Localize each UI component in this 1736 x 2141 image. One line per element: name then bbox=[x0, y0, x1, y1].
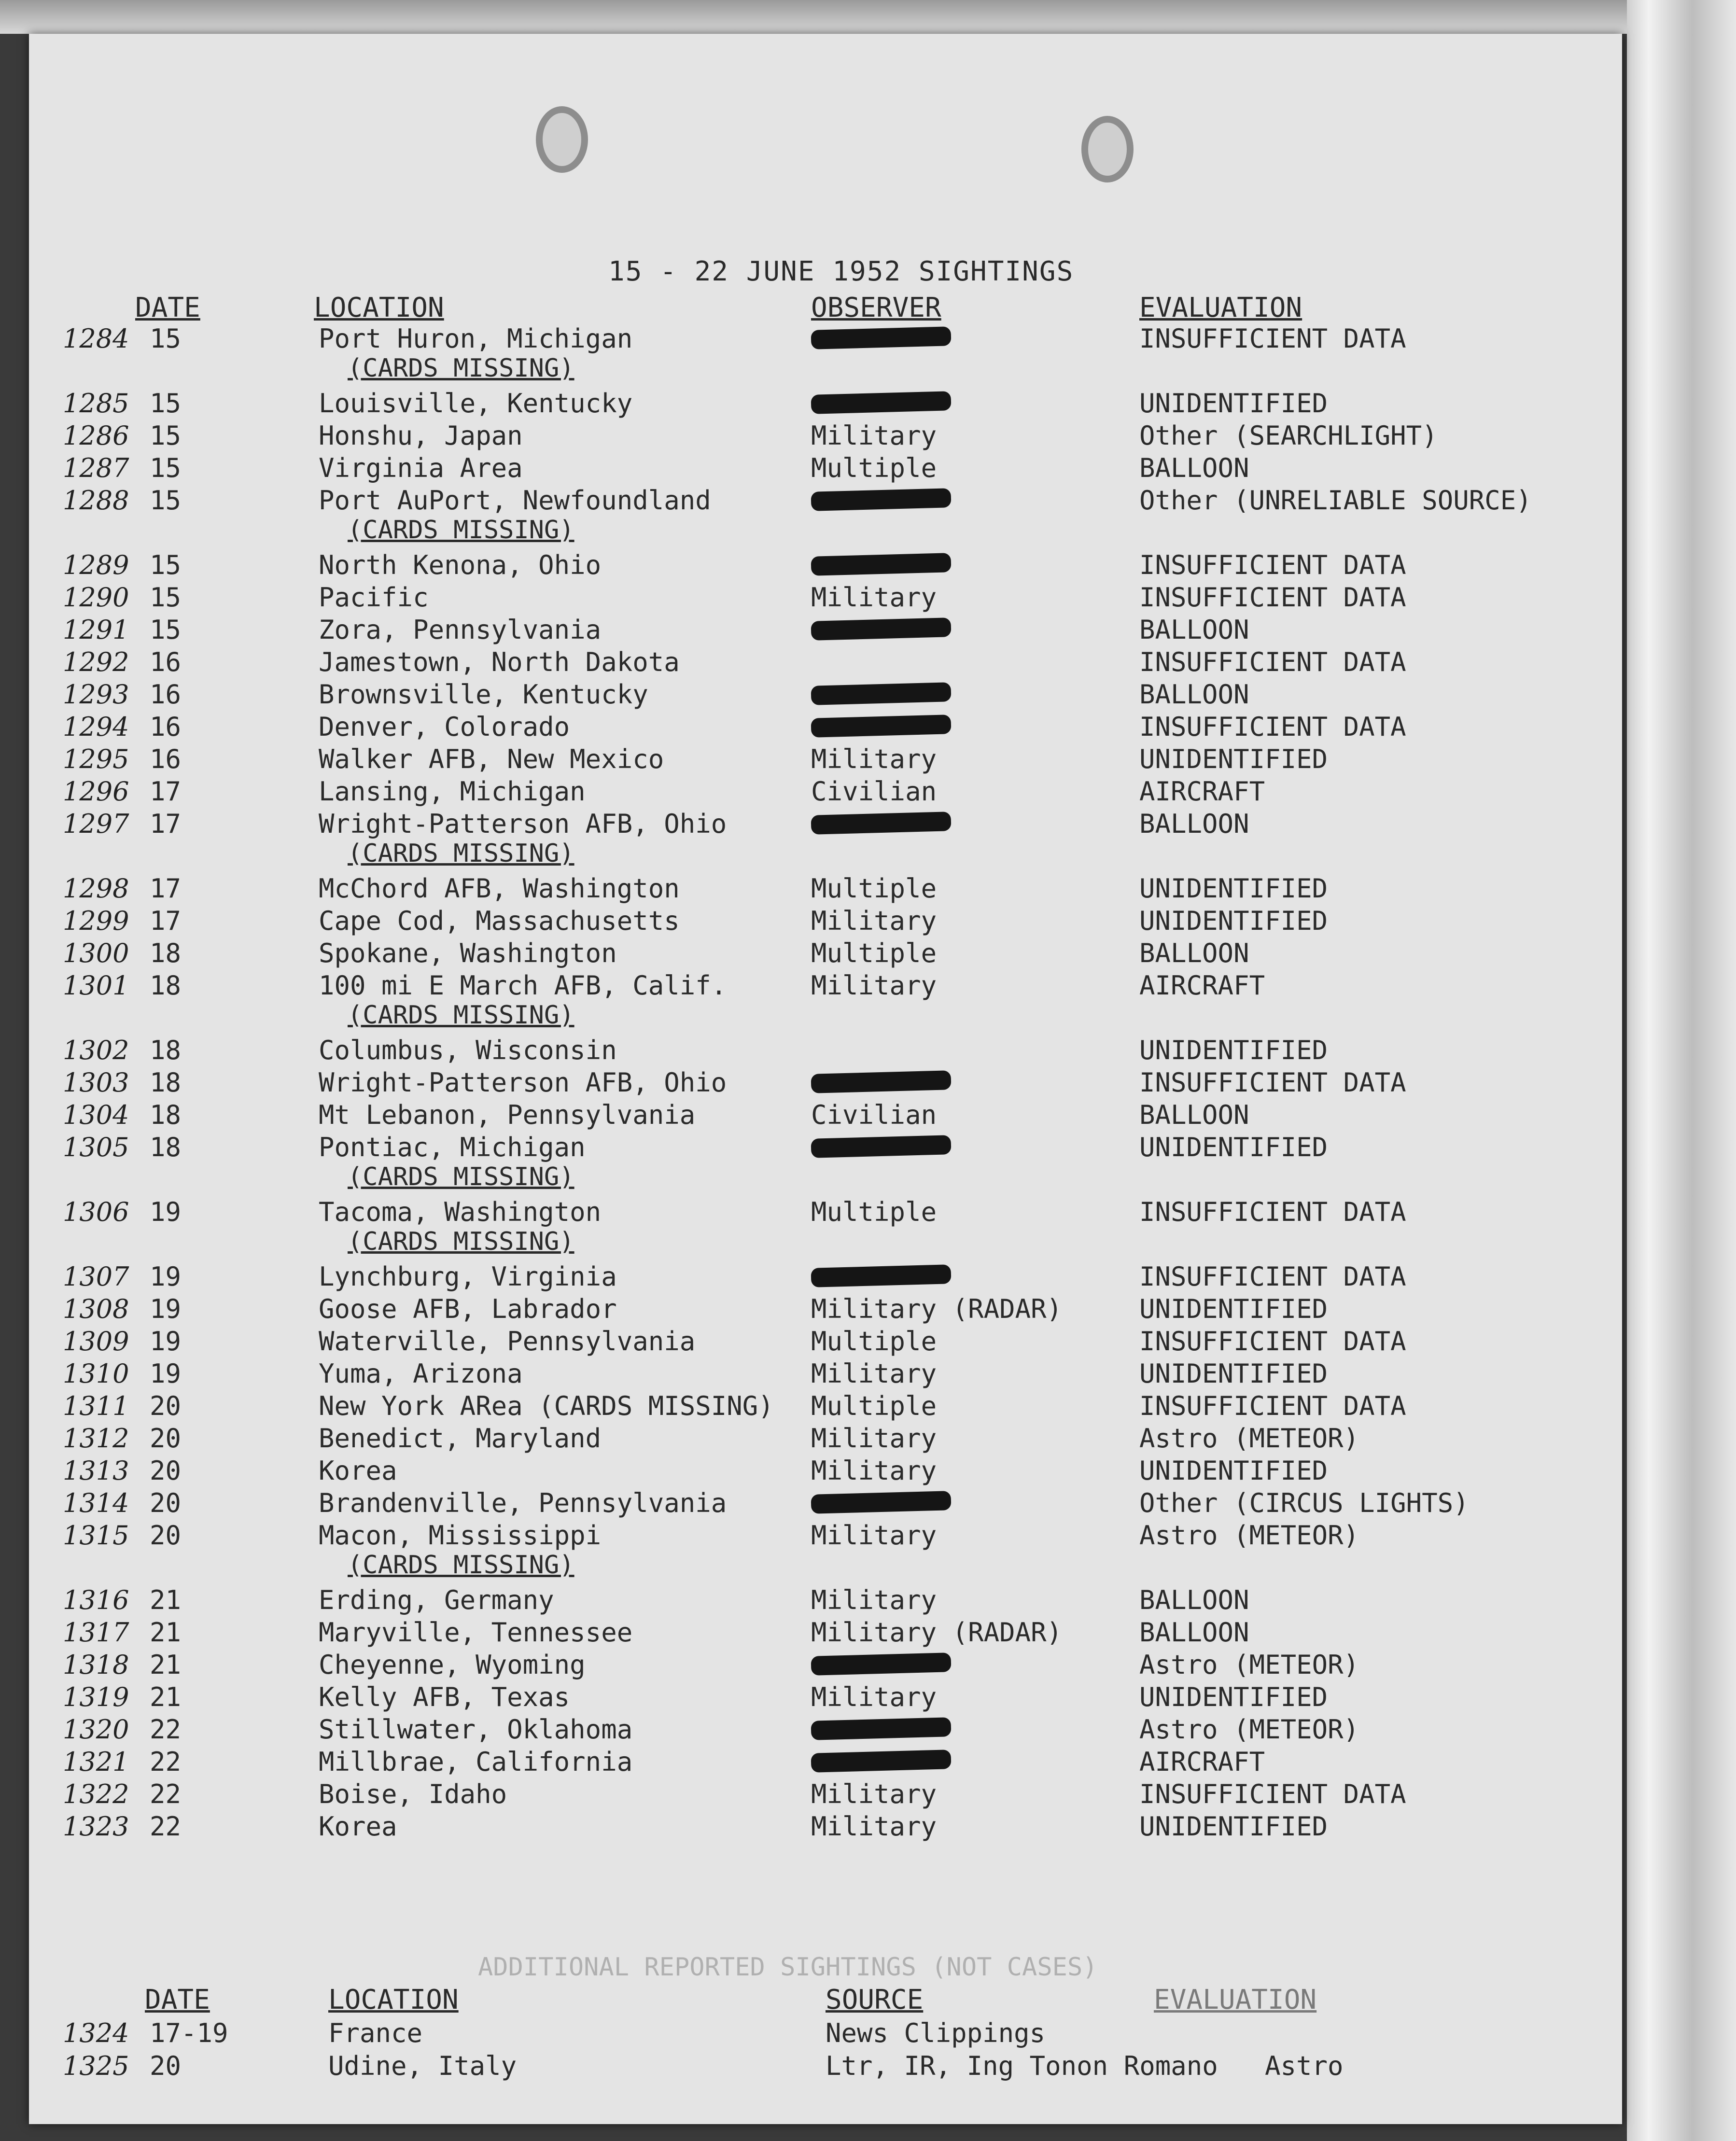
row-date: 19 bbox=[150, 1326, 182, 1357]
row-date: 17 bbox=[150, 873, 182, 904]
row-observer: Military bbox=[811, 1358, 937, 1389]
case-number: 1304 bbox=[63, 1100, 129, 1130]
row-evaluation: Other (SEARCHLIGHT) bbox=[1139, 420, 1438, 451]
case-number: 1322 bbox=[63, 1779, 129, 1809]
table-row bbox=[29, 453, 1622, 485]
row-location: Erding, Germany bbox=[319, 1585, 554, 1615]
table-row bbox=[29, 615, 1622, 646]
table-row bbox=[29, 1585, 1622, 1617]
additional-header-source: SOURCE bbox=[826, 1984, 924, 2015]
row-evaluation: UNIDENTIFIED bbox=[1139, 1358, 1328, 1389]
row-date: 16 bbox=[150, 679, 182, 710]
row-observer: Military (RADAR) bbox=[811, 1617, 1063, 1648]
row-date: 15 bbox=[150, 453, 182, 483]
cards-missing-note: (CARDS MISSING) bbox=[348, 354, 574, 383]
row-evaluation: UNIDENTIFIED bbox=[1139, 1294, 1328, 1324]
table-row bbox=[29, 1132, 1622, 1164]
row-date: 15 bbox=[150, 550, 182, 580]
row-location: Wright-Patterson AFB, Ohio bbox=[319, 809, 727, 839]
case-number: 1314 bbox=[63, 1488, 129, 1518]
case-number: 1320 bbox=[63, 1714, 129, 1745]
row-evaluation: Astro (METEOR) bbox=[1139, 1650, 1359, 1680]
case-number: 1291 bbox=[63, 615, 129, 645]
case-number: 1308 bbox=[63, 1294, 129, 1324]
redaction-mark bbox=[811, 809, 951, 839]
case-number: 1319 bbox=[63, 1682, 129, 1712]
row-date: 15 bbox=[150, 420, 182, 451]
case-number: 1324 bbox=[63, 2018, 129, 2048]
table-row bbox=[29, 1391, 1622, 1423]
row-location: Millbrae, California bbox=[319, 1747, 633, 1777]
table-row bbox=[29, 906, 1622, 938]
row-observer: Military bbox=[811, 1682, 937, 1712]
case-number: 1309 bbox=[63, 1326, 129, 1357]
case-number: 1284 bbox=[63, 323, 129, 354]
row-evaluation: BALLOON bbox=[1139, 679, 1249, 710]
row-location: Columbus, Wisconsin bbox=[319, 1035, 617, 1065]
row-date: 18 bbox=[150, 1067, 182, 1098]
redaction-mark bbox=[811, 712, 951, 742]
row-date: 16 bbox=[150, 647, 182, 677]
row-location: Kelly AFB, Texas bbox=[319, 1682, 570, 1712]
case-number: 1325 bbox=[63, 2051, 129, 2081]
table-row bbox=[29, 1197, 1622, 1229]
case-number: 1316 bbox=[63, 1585, 129, 1615]
row-observer: Multiple bbox=[811, 1391, 937, 1421]
row-observer: Multiple bbox=[811, 1197, 937, 1227]
row-date: 20 bbox=[150, 1488, 182, 1518]
scan-right-edge bbox=[1627, 0, 1736, 2141]
table-row bbox=[29, 1261, 1622, 1293]
row-evaluation: INSUFFICIENT DATA bbox=[1139, 1326, 1406, 1357]
additional-row bbox=[29, 2018, 1622, 2050]
table-row bbox=[29, 1100, 1622, 1132]
row-evaluation: INSUFFICIENT DATA bbox=[1139, 647, 1406, 677]
row-location: Udine, Italy bbox=[328, 2051, 517, 2081]
row-evaluation: Astro (METEOR) bbox=[1139, 1714, 1359, 1745]
redaction-mark bbox=[811, 550, 951, 580]
case-number: 1310 bbox=[63, 1358, 129, 1389]
row-observer: Military bbox=[811, 582, 937, 613]
table-row bbox=[29, 550, 1622, 582]
row-evaluation: UNIDENTIFIED bbox=[1139, 1455, 1328, 1486]
row-location: Macon, Mississippi bbox=[319, 1520, 602, 1551]
row-date: 16 bbox=[150, 712, 182, 742]
case-number: 1317 bbox=[63, 1617, 129, 1648]
row-evaluation: Astro (METEOR) bbox=[1139, 1423, 1359, 1454]
case-number: 1303 bbox=[63, 1067, 129, 1098]
case-number: 1297 bbox=[63, 809, 129, 839]
row-observer: Military (RADAR) bbox=[811, 1294, 1063, 1324]
table-row bbox=[29, 1294, 1622, 1326]
row-date: 21 bbox=[150, 1650, 182, 1680]
row-evaluation: UNIDENTIFIED bbox=[1139, 873, 1328, 904]
cards-missing-note: (CARDS MISSING) bbox=[348, 1001, 574, 1030]
case-number: 1313 bbox=[63, 1455, 129, 1486]
case-number: 1286 bbox=[63, 420, 129, 451]
row-date: 19 bbox=[150, 1261, 182, 1292]
row-location: Honshu, Japan bbox=[319, 420, 523, 451]
row-date: 15 bbox=[150, 388, 182, 419]
case-number: 1292 bbox=[63, 647, 129, 677]
row-location: Brownsville, Kentucky bbox=[319, 679, 648, 710]
row-evaluation: INSUFFICIENT DATA bbox=[1139, 712, 1406, 742]
row-location: McChord AFB, Washington bbox=[319, 873, 680, 904]
row-date: 22 bbox=[150, 1747, 182, 1777]
row-location: Cheyenne, Wyoming bbox=[319, 1650, 586, 1680]
header-location: LOCATION bbox=[314, 292, 444, 323]
row-observer: Military bbox=[811, 1520, 937, 1551]
row-date: 22 bbox=[150, 1779, 182, 1809]
row-date: 17 bbox=[150, 809, 182, 839]
redaction-mark bbox=[811, 323, 951, 354]
table-row bbox=[29, 1747, 1622, 1778]
row-evaluation: UNIDENTIFIED bbox=[1139, 1132, 1328, 1162]
redaction-mark bbox=[811, 615, 951, 645]
row-date: 17 bbox=[150, 906, 182, 936]
row-location: Waterville, Pennsylvania bbox=[319, 1326, 696, 1357]
case-number: 1295 bbox=[63, 744, 129, 774]
row-date: 19 bbox=[150, 1294, 182, 1324]
redaction-mark bbox=[811, 388, 951, 419]
table-row bbox=[29, 776, 1622, 808]
punch-hole bbox=[1081, 116, 1134, 182]
case-number: 1288 bbox=[63, 485, 129, 516]
table-row bbox=[29, 679, 1622, 711]
row-observer: Multiple bbox=[811, 873, 937, 904]
row-date: 15 bbox=[150, 582, 182, 613]
row-location: 100 mi E March AFB, Calif. bbox=[319, 970, 727, 1001]
row-location: Korea bbox=[319, 1455, 397, 1486]
table-row bbox=[29, 1650, 1622, 1681]
case-number: 1306 bbox=[63, 1197, 129, 1227]
redaction-mark bbox=[811, 1067, 951, 1098]
header-date: DATE bbox=[135, 292, 200, 323]
table-row bbox=[29, 938, 1622, 970]
case-number: 1294 bbox=[63, 712, 129, 742]
table-row bbox=[29, 1423, 1622, 1455]
row-location: Zora, Pennsylvania bbox=[319, 615, 602, 645]
page-title: 15 - 22 JUNE 1952 SIGHTINGS bbox=[608, 256, 1074, 287]
row-date: 20 bbox=[150, 2051, 182, 2081]
row-date: 21 bbox=[150, 1585, 182, 1615]
row-source: News Clippings bbox=[826, 2018, 1046, 2048]
row-date: 17-19 bbox=[150, 2018, 228, 2048]
row-evaluation: Astro bbox=[1265, 2051, 1344, 2081]
row-date: 20 bbox=[150, 1391, 182, 1421]
row-location: Port Huron, Michigan bbox=[319, 323, 633, 354]
row-location: Stillwater, Oklahoma bbox=[319, 1714, 633, 1745]
table-row bbox=[29, 712, 1622, 743]
row-date: 18 bbox=[150, 970, 182, 1001]
row-evaluation: INSUFFICIENT DATA bbox=[1139, 550, 1406, 580]
table-row bbox=[29, 1617, 1622, 1649]
case-number: 1298 bbox=[63, 873, 129, 904]
row-location: Mt Lebanon, Pennsylvania bbox=[319, 1100, 696, 1130]
case-number: 1315 bbox=[63, 1520, 129, 1551]
case-number: 1311 bbox=[63, 1391, 129, 1421]
row-evaluation: BALLOON bbox=[1139, 615, 1249, 645]
row-location: Maryville, Tennessee bbox=[319, 1617, 633, 1648]
row-location: New York ARea (CARDS MISSING) bbox=[319, 1391, 774, 1421]
table-row bbox=[29, 1714, 1622, 1746]
additional-row bbox=[29, 2051, 1622, 2083]
row-location: Walker AFB, New Mexico bbox=[319, 744, 664, 774]
table-row bbox=[29, 1682, 1622, 1714]
additional-header-location: LOCATION bbox=[328, 1984, 459, 2015]
row-location: Yuma, Arizona bbox=[319, 1358, 523, 1389]
row-evaluation: UNIDENTIFIED bbox=[1139, 906, 1328, 936]
row-location: Cape Cod, Massachusetts bbox=[319, 906, 680, 936]
row-date: 18 bbox=[150, 1132, 182, 1162]
row-observer: Military bbox=[811, 1779, 937, 1809]
row-evaluation: INSUFFICIENT DATA bbox=[1139, 1197, 1406, 1227]
table-row bbox=[29, 744, 1622, 776]
table-row bbox=[29, 1035, 1622, 1067]
row-location: Spokane, Washington bbox=[319, 938, 617, 968]
case-number: 1300 bbox=[63, 938, 129, 968]
row-observer: Civilian bbox=[811, 1100, 937, 1130]
row-evaluation: Other (CIRCUS LIGHTS) bbox=[1139, 1488, 1469, 1518]
cards-missing-note: (CARDS MISSING) bbox=[348, 1551, 574, 1580]
row-evaluation: UNIDENTIFIED bbox=[1139, 388, 1328, 419]
case-number: 1289 bbox=[63, 550, 129, 580]
row-date: 20 bbox=[150, 1520, 182, 1551]
row-evaluation: UNIDENTIFIED bbox=[1139, 1811, 1328, 1842]
table-row bbox=[29, 1811, 1622, 1843]
row-date: 21 bbox=[150, 1617, 182, 1648]
row-location: Louisville, Kentucky bbox=[319, 388, 633, 419]
row-date: 16 bbox=[150, 744, 182, 774]
table-row bbox=[29, 323, 1622, 355]
cards-missing-note: (CARDS MISSING) bbox=[348, 1162, 574, 1191]
row-evaluation: BALLOON bbox=[1139, 1585, 1249, 1615]
row-date: 18 bbox=[150, 938, 182, 968]
row-evaluation: UNIDENTIFIED bbox=[1139, 1035, 1328, 1065]
cards-missing-note: (CARDS MISSING) bbox=[348, 839, 574, 868]
row-evaluation: BALLOON bbox=[1139, 809, 1249, 839]
row-location: Denver, Colorado bbox=[319, 712, 570, 742]
header-observer: OBSERVER bbox=[811, 292, 941, 323]
row-evaluation: INSUFFICIENT DATA bbox=[1139, 1067, 1406, 1098]
row-evaluation: BALLOON bbox=[1139, 1100, 1249, 1130]
table-row bbox=[29, 873, 1622, 905]
row-date: 22 bbox=[150, 1811, 182, 1842]
row-date: 15 bbox=[150, 615, 182, 645]
row-evaluation: INSUFFICIENT DATA bbox=[1139, 323, 1406, 354]
table-row bbox=[29, 1455, 1622, 1487]
case-number: 1302 bbox=[63, 1035, 129, 1065]
row-date: 19 bbox=[150, 1358, 182, 1389]
table-row bbox=[29, 1326, 1622, 1358]
row-evaluation: Other (UNRELIABLE SOURCE) bbox=[1139, 485, 1532, 516]
additional-title: ADDITIONAL REPORTED SIGHTINGS (NOT CASES) bbox=[478, 1953, 1098, 1982]
row-location: Jamestown, North Dakota bbox=[319, 647, 680, 677]
row-location: Goose AFB, Labrador bbox=[319, 1294, 617, 1324]
redaction-mark bbox=[811, 679, 951, 710]
row-location: France bbox=[328, 2018, 423, 2048]
document-page bbox=[29, 34, 1622, 2124]
row-evaluation: INSUFFICIENT DATA bbox=[1139, 1261, 1406, 1292]
case-number: 1296 bbox=[63, 776, 129, 807]
table-row bbox=[29, 1488, 1622, 1520]
redaction-mark bbox=[811, 1714, 951, 1745]
additional-header-evaluation: EVALUATION bbox=[1154, 1984, 1317, 2015]
row-observer: Multiple bbox=[811, 1326, 937, 1357]
row-location: Brandenville, Pennsylvania bbox=[319, 1488, 727, 1518]
header-evaluation: EVALUATION bbox=[1139, 292, 1302, 323]
case-number: 1301 bbox=[63, 970, 129, 1001]
table-row bbox=[29, 485, 1622, 517]
row-evaluation: INSUFFICIENT DATA bbox=[1139, 582, 1406, 613]
row-evaluation: AIRCRAFT bbox=[1139, 970, 1265, 1001]
case-number: 1307 bbox=[63, 1261, 129, 1292]
row-observer: Military bbox=[811, 744, 937, 774]
row-evaluation: BALLOON bbox=[1139, 1617, 1249, 1648]
row-evaluation: UNIDENTIFIED bbox=[1139, 744, 1328, 774]
row-location: Port AuPort, Newfoundland bbox=[319, 485, 711, 516]
row-date: 21 bbox=[150, 1682, 182, 1712]
row-date: 17 bbox=[150, 776, 182, 807]
row-observer: Military bbox=[811, 1585, 937, 1615]
row-observer: Multiple bbox=[811, 938, 937, 968]
row-observer: Military bbox=[811, 1423, 937, 1454]
row-location: Boise, Idaho bbox=[319, 1779, 507, 1809]
case-number: 1290 bbox=[63, 582, 129, 613]
row-evaluation: AIRCRAFT bbox=[1139, 1747, 1265, 1777]
table-row bbox=[29, 1520, 1622, 1552]
redaction-mark bbox=[811, 1261, 951, 1292]
case-number: 1312 bbox=[63, 1423, 129, 1454]
row-location: Lansing, Michigan bbox=[319, 776, 586, 807]
scan-top-edge bbox=[0, 0, 1736, 34]
case-number: 1305 bbox=[63, 1132, 129, 1162]
row-date: 15 bbox=[150, 485, 182, 516]
row-observer: Multiple bbox=[811, 453, 937, 483]
punch-hole bbox=[536, 106, 588, 173]
row-date: 20 bbox=[150, 1455, 182, 1486]
case-number: 1293 bbox=[63, 679, 129, 710]
row-evaluation: AIRCRAFT bbox=[1139, 776, 1265, 807]
row-evaluation: BALLOON bbox=[1139, 938, 1249, 968]
table-row bbox=[29, 970, 1622, 1002]
redaction-mark bbox=[811, 1132, 951, 1162]
case-number: 1321 bbox=[63, 1747, 129, 1777]
row-observer: Military bbox=[811, 420, 937, 451]
row-date: 19 bbox=[150, 1197, 182, 1227]
row-location: Tacoma, Washington bbox=[319, 1197, 602, 1227]
row-location: Korea bbox=[319, 1811, 397, 1842]
table-row bbox=[29, 809, 1622, 840]
row-evaluation: INSUFFICIENT DATA bbox=[1139, 1779, 1406, 1809]
redaction-mark bbox=[811, 485, 951, 516]
row-location: Wright-Patterson AFB, Ohio bbox=[319, 1067, 727, 1098]
row-observer: Military bbox=[811, 970, 937, 1001]
redaction-mark bbox=[811, 1488, 951, 1518]
case-number: 1318 bbox=[63, 1650, 129, 1680]
row-location: North Kenona, Ohio bbox=[319, 550, 602, 580]
table-row bbox=[29, 1358, 1622, 1390]
table-row bbox=[29, 388, 1622, 420]
row-observer: Civilian bbox=[811, 776, 937, 807]
redaction-mark bbox=[811, 1650, 951, 1680]
row-location: Pacific bbox=[319, 582, 429, 613]
row-observer: Military bbox=[811, 1455, 937, 1486]
table-row bbox=[29, 647, 1622, 679]
cards-missing-note: (CARDS MISSING) bbox=[348, 1227, 574, 1256]
table-row bbox=[29, 582, 1622, 614]
row-evaluation: Astro (METEOR) bbox=[1139, 1520, 1359, 1551]
row-observer: Military bbox=[811, 906, 937, 936]
additional-header-date: DATE bbox=[145, 1984, 210, 2015]
row-date: 18 bbox=[150, 1100, 182, 1130]
row-source: Ltr, IR, Ing Tonon Romano bbox=[826, 2051, 1218, 2081]
table-row bbox=[29, 1067, 1622, 1099]
cards-missing-note: (CARDS MISSING) bbox=[348, 516, 574, 545]
row-date: 15 bbox=[150, 323, 182, 354]
row-evaluation: UNIDENTIFIED bbox=[1139, 1682, 1328, 1712]
redaction-mark bbox=[811, 1747, 951, 1777]
row-location: Pontiac, Michigan bbox=[319, 1132, 586, 1162]
row-location: Virginia Area bbox=[319, 453, 523, 483]
row-location: Benedict, Maryland bbox=[319, 1423, 602, 1454]
case-number: 1285 bbox=[63, 388, 129, 419]
row-date: 20 bbox=[150, 1423, 182, 1454]
case-number: 1299 bbox=[63, 906, 129, 936]
case-number: 1287 bbox=[63, 453, 129, 483]
row-evaluation: INSUFFICIENT DATA bbox=[1139, 1391, 1406, 1421]
case-number: 1323 bbox=[63, 1811, 129, 1842]
row-observer: Military bbox=[811, 1811, 937, 1842]
table-row bbox=[29, 420, 1622, 452]
row-date: 22 bbox=[150, 1714, 182, 1745]
row-date: 18 bbox=[150, 1035, 182, 1065]
table-row bbox=[29, 1779, 1622, 1811]
row-evaluation: BALLOON bbox=[1139, 453, 1249, 483]
row-location: Lynchburg, Virginia bbox=[319, 1261, 617, 1292]
